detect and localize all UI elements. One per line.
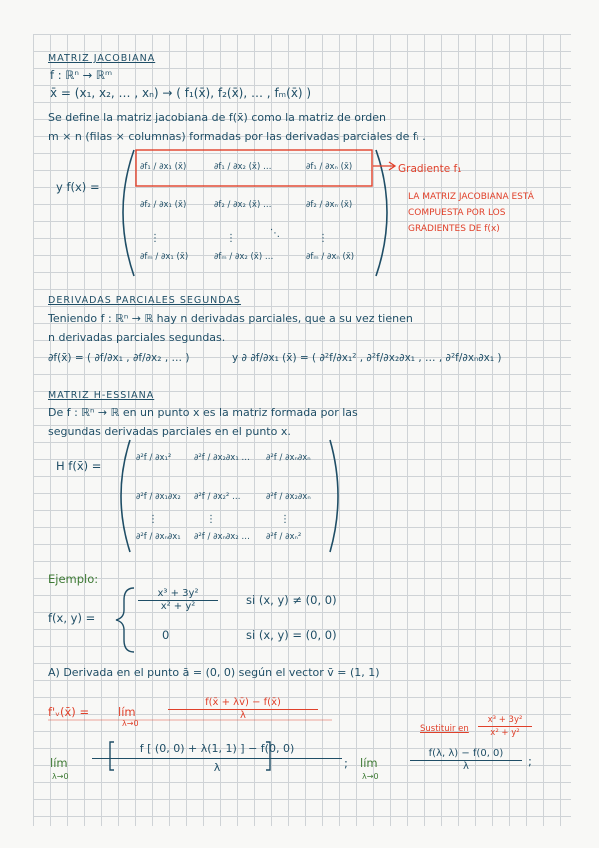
jacobian-vdots-3: ⋮ xyxy=(318,233,328,244)
jacobian-lhs: y f(x) = xyxy=(56,180,100,194)
final2-lim-sub: λ→0 xyxy=(362,772,379,781)
hessian-text-1: De f : ℝⁿ → ℝ en un punto x es la matriz formada por las xyxy=(48,406,358,419)
jacobian-entry-m-2: ∂fₘ / ∂x₂ (x̄) … xyxy=(214,252,274,262)
jacobian-text-1: Se define la matriz jacobiana de f(x̄) como la matriz de orden xyxy=(48,111,387,124)
example-case1-den: x² + y² xyxy=(160,601,196,612)
dir-lim: lím xyxy=(118,705,136,719)
jacobian-vector: x̄ = (x₁, x₂, … , xₙ) → ( f₁(x̄), f₂(x̄), … , fₘ(x̄) ) xyxy=(50,86,312,100)
jacobian-entry-2-2: ∂f₂ / ∂x₂ (x̄) … xyxy=(214,200,272,210)
jacobian-vdots-2: ⋮ xyxy=(226,233,236,244)
jacobian-entry-1-1: ∂f₁ / ∂x₁ (x̄) xyxy=(140,162,187,172)
final-lim: lím xyxy=(50,756,68,770)
jacobian-ddots: ⋱ xyxy=(270,228,280,239)
heading-hessian: MATRIZ H-ESSIANA xyxy=(48,390,155,401)
hessian-entry-2-n: ∂²f / ∂x₂∂xₙ xyxy=(266,492,311,502)
gradient-row-box xyxy=(136,150,372,186)
hessian-lhs: H f(x̄) = xyxy=(56,459,102,473)
dir-lim-sub: λ→0 xyxy=(122,719,139,728)
jacobian-note-3: GRADIENTES DE f(x) xyxy=(408,224,500,234)
example-case1-cond: si (x, y) ≠ (0, 0) xyxy=(246,593,337,607)
dir-lhs: f'ᵥ(x̄) = xyxy=(48,705,90,719)
example-case2-cond: si (x, y) = (0, 0) xyxy=(246,628,337,642)
hessian-entry-n-n: ∂²f / ∂xₙ² xyxy=(266,532,302,542)
part-a-text: A) Derivada en el punto ā = (0, 0) según el vector v̄ = (1, 1) xyxy=(48,666,380,679)
heading-second-partials: DERIVADAS PARCIALES SEGUNDAS xyxy=(48,295,241,306)
jacobian-text-2: m × n (filas × columnas) formadas por las derivadas parciales de fᵢ . xyxy=(48,130,426,143)
second-text-1: Teniendo f : ℝⁿ → ℝ hay n derivadas parciales, que a su vez tienen xyxy=(48,312,413,325)
final-left-bracket xyxy=(110,742,114,770)
jacobian-right-paren xyxy=(376,150,387,276)
jacobian-entry-m-n: ∂fₘ / ∂xₙ (x̄) xyxy=(306,252,355,262)
hessian-vdots-3: ⋮ xyxy=(280,514,290,525)
hessian-entry-1-2: ∂²f / ∂x₂∂x₁ … xyxy=(194,453,250,463)
jacobian-map: f : ℝⁿ → ℝᵐ xyxy=(50,68,113,82)
hessian-entry-2-1: ∂²f / ∂x₁∂x₂ xyxy=(136,492,181,502)
hessian-left-paren xyxy=(121,440,130,552)
hessian-entry-1-n: ∂²f / ∂xₙ∂xₙ xyxy=(266,453,311,463)
final2-den: λ xyxy=(463,761,469,772)
hessian-text-2: segundas derivadas parciales en el punto x. xyxy=(48,425,291,438)
jacobian-entry-1-n: ∂f₁ / ∂xₙ (x̄) xyxy=(306,162,353,172)
hessian-entry-2-2: ∂²f / ∂x₂² … xyxy=(194,492,241,502)
final2-lim: lím xyxy=(360,756,378,770)
gradient-label: Gradiente f₁ xyxy=(398,163,462,175)
dir-den: λ xyxy=(240,710,246,721)
heading-jacobian: MATRIZ JACOBIANA xyxy=(48,53,156,64)
final-separator: ; xyxy=(344,756,348,770)
example-case1-num: x³ + 3y² xyxy=(138,588,218,601)
final-end: ; xyxy=(528,754,532,768)
subst-den: x² + y² xyxy=(490,728,520,738)
subst-label: Sustituir en xyxy=(420,724,469,734)
hessian-entry-n-2: ∂²f / ∂xₙ∂x₂ … xyxy=(194,532,250,542)
hessian-vdots-1: ⋮ xyxy=(148,514,158,525)
jacobian-entry-1-2: ∂f₁ / ∂x₂ (x̄) … xyxy=(214,162,272,172)
example-lhs: f(x, y) = xyxy=(48,611,96,625)
jacobian-vdots-1: ⋮ xyxy=(150,233,160,244)
dir-num: f(x̄ + λv̄) − f(x̄) xyxy=(168,697,318,710)
jacobian-left-paren xyxy=(123,150,134,276)
hessian-right-paren xyxy=(330,440,338,552)
final2-num: f(λ, λ) − f(0, 0) xyxy=(410,748,522,761)
hessian-vdots-2: ⋮ xyxy=(206,514,216,525)
example-case2-val: 0 xyxy=(162,628,170,642)
final-right-bracket xyxy=(266,742,270,770)
final-lim-sub: λ→0 xyxy=(52,772,69,781)
hessian-entry-n-1: ∂²f / ∂xₙ∂x₁ xyxy=(136,532,181,542)
heading-example: Ejemplo: xyxy=(48,572,99,586)
final-den: λ xyxy=(213,761,221,774)
jacobian-note-1: LA MATRIZ JACOBIANA ESTÁ xyxy=(408,192,534,202)
hessian-entry-1-1: ∂²f / ∂x₁² xyxy=(136,453,172,463)
second-text-2: n derivadas parciales segundas. xyxy=(48,331,226,344)
subst-num: x³ + 3y² xyxy=(478,714,532,727)
jacobian-entry-2-1: ∂f₂ / ∂x₁ (x̄) xyxy=(140,200,187,210)
second-formula-right: y ∂ ∂f/∂x₁ (x̄) = ( ∂²f/∂x₁² , ∂²f/∂x₂∂x₁ , … , ∂²f/∂xₙ∂x₁ ) xyxy=(232,352,502,364)
example-brace xyxy=(116,588,134,652)
second-formula-left: ∂f(x̄) = ( ∂f/∂x₁ , ∂f/∂x₂ , … ) xyxy=(48,352,190,364)
final-num: f [ (0, 0) + λ(1, 1) ] − f(0, 0) xyxy=(92,740,342,759)
jacobian-entry-2-n: ∂f₂ / ∂xₙ (x̄) xyxy=(306,200,353,210)
jacobian-entry-m-1: ∂fₘ / ∂x₁ (x̄) xyxy=(140,252,189,262)
jacobian-note-2: COMPUESTA POR LOS xyxy=(408,208,506,218)
